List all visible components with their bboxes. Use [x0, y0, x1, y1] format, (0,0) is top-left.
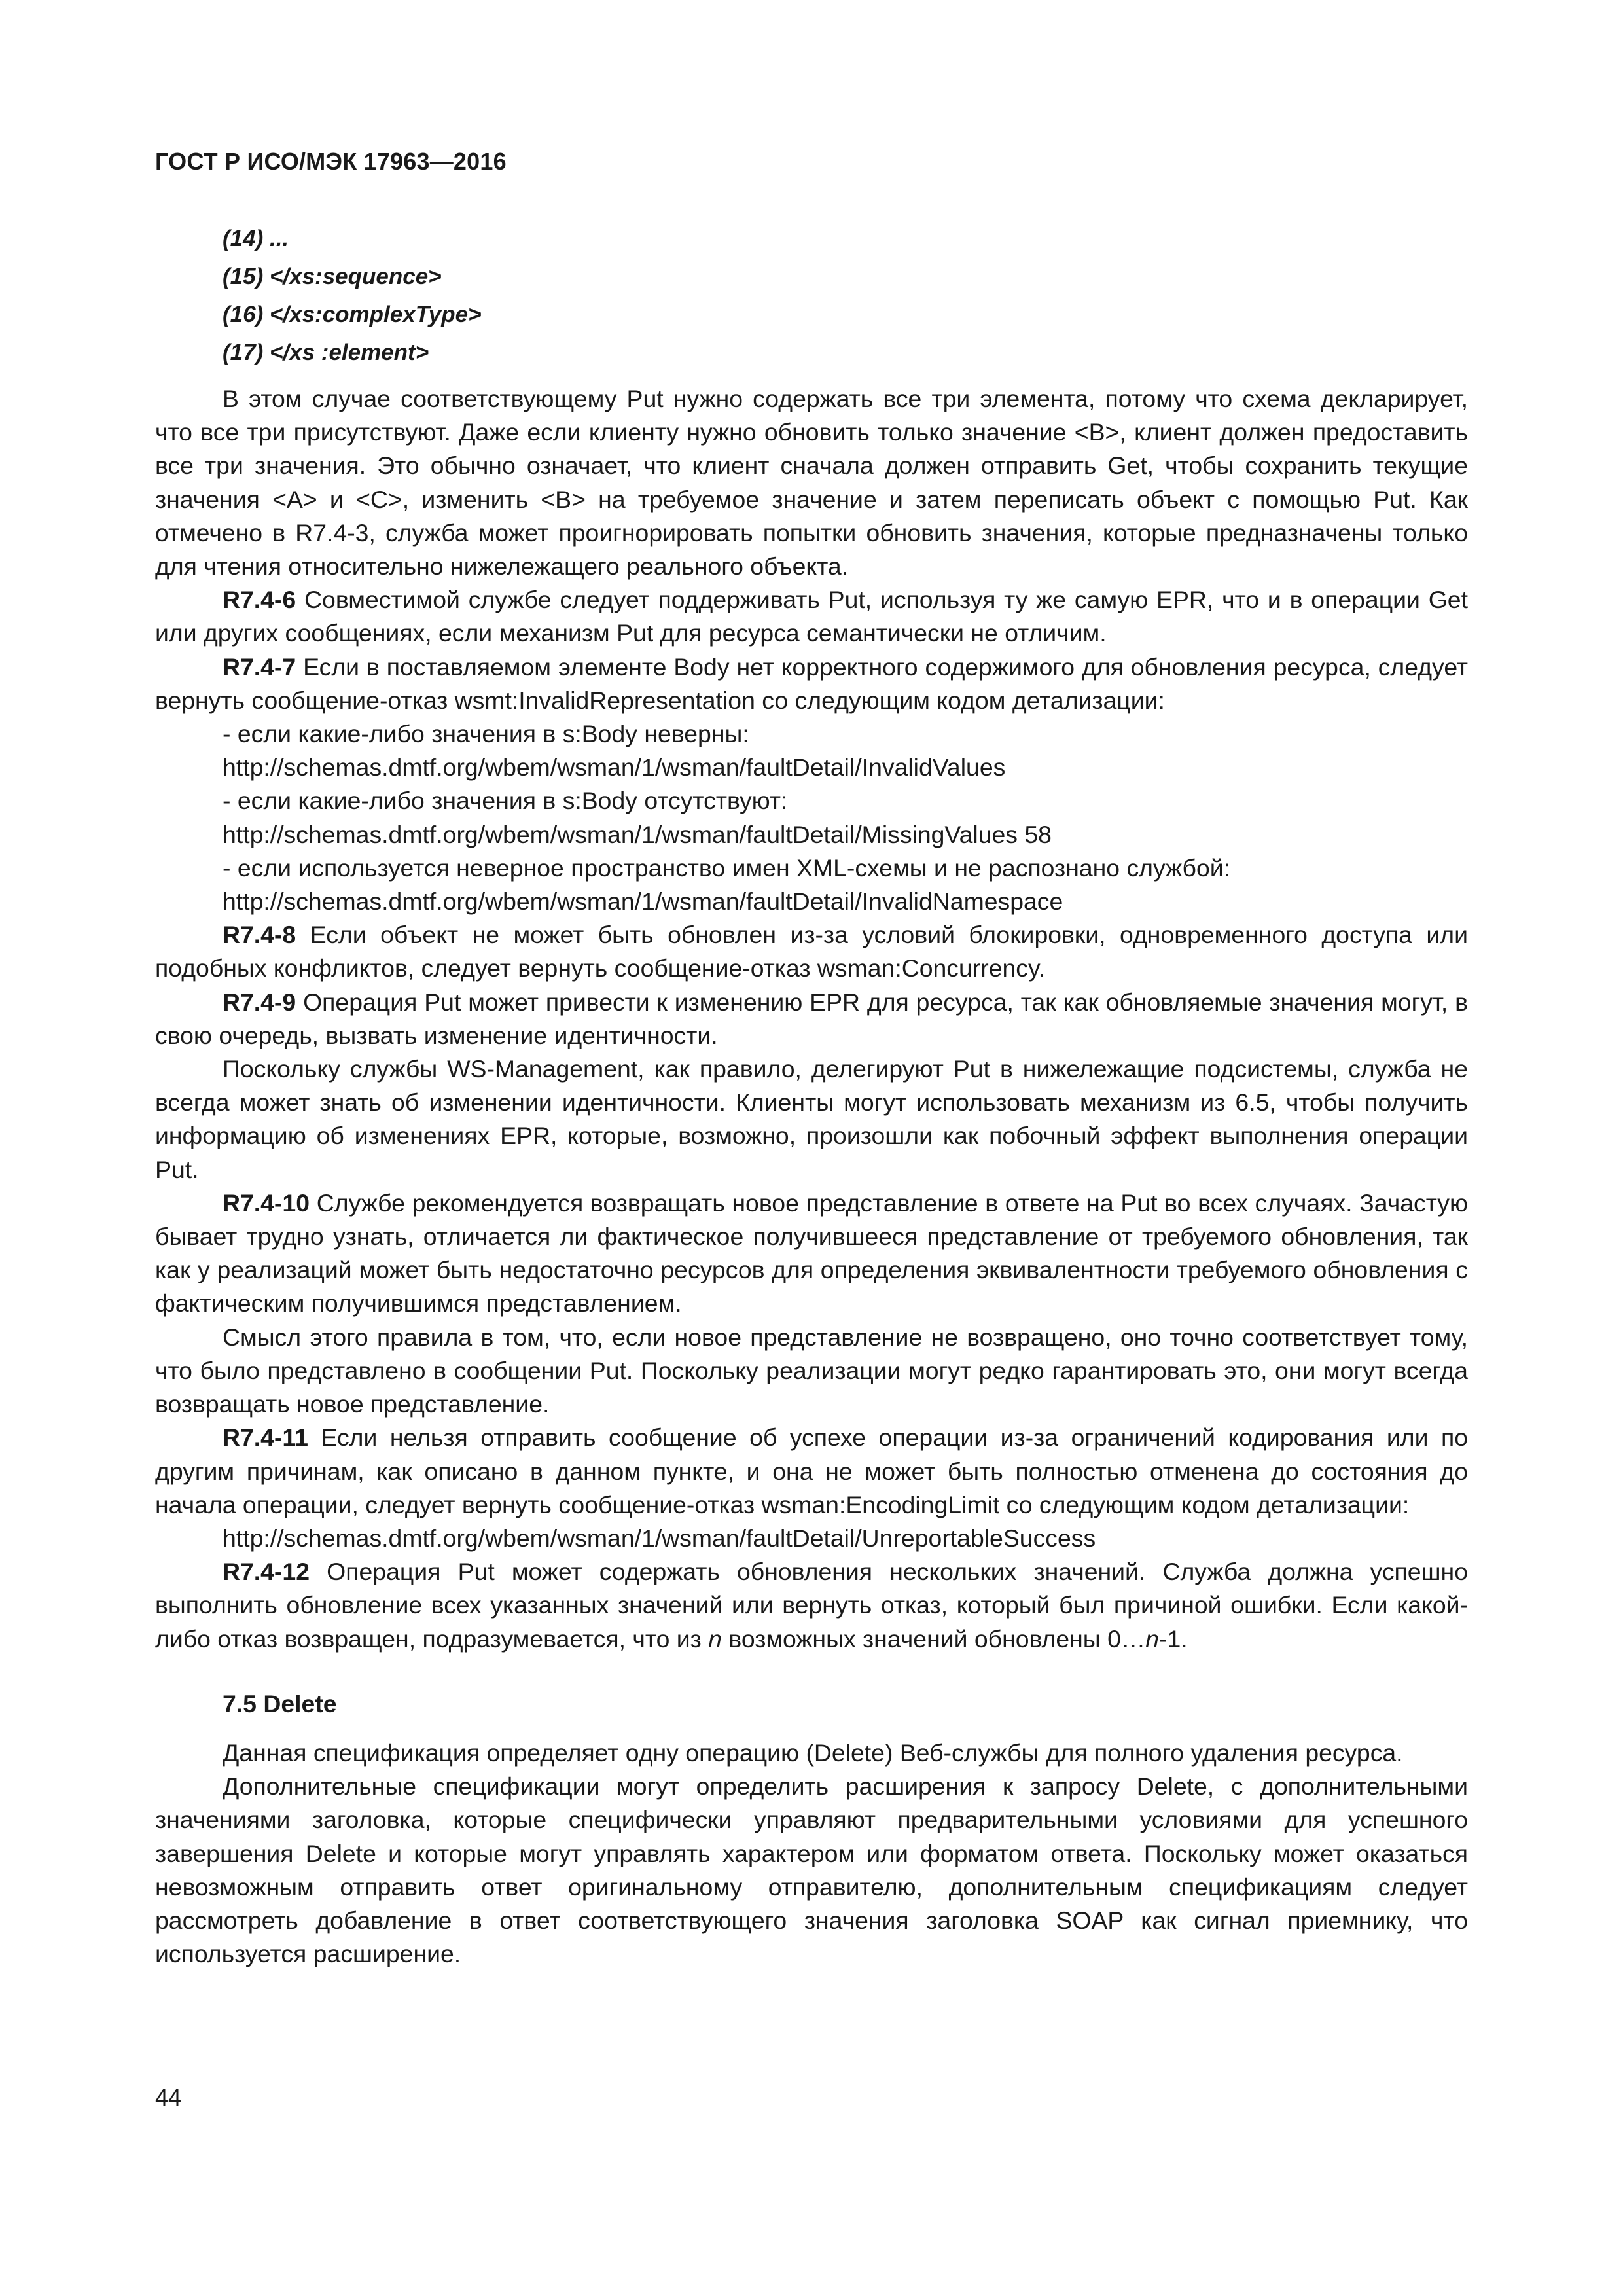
- requirement-text: Операция Put может привести к изменению EPR для ресурса, так как обновляемые значения могут, в свою очередь, вызвать изменение идентичности.: [155, 988, 1468, 1049]
- section-heading: 7.5 Delete: [223, 1689, 337, 1717]
- italic-variable: n: [708, 1624, 722, 1653]
- page-number: 44: [155, 2084, 182, 2111]
- requirement-r7-4-11: [155, 1421, 1468, 1522]
- code-listing: [223, 220, 482, 372]
- requirement-text: Совместимой службе следует поддерживать Put, используя ту же самую EPR, что и в операции Get или других сообщениях, если механизм Put для ресурса семантически не отличим.: [155, 586, 1468, 647]
- requirement-text: Операция Put может содержать обновления нескольких значений. Служба должна успешно выполнить обновление всех указанных значений или вернуть отказ, который был причиной ошибки. Если какой-либо отказ возвращен, подразумевается, что из: [155, 1558, 1468, 1653]
- fault-detail-url: http://schemas.dmtf.org/wbem/wsman/1/wsman/faultDetail/InvalidValues: [223, 753, 1006, 781]
- requirement-label: R7.4-12: [223, 1558, 310, 1586]
- list-item: - если какие-либо значения в s:Body отсутствуют:: [223, 787, 788, 815]
- requirement-label: R7.4-6: [223, 586, 296, 614]
- italic-variable: n: [1145, 1624, 1160, 1653]
- paragraph: В этом случае соответствующему Put нужно содержать все три элемента, потому что схема декларирует, что все три присутствуют. Даже если клиенту нужно обновить только значение <B>, клиент должен предоставить все три значения. Это обычно означает, что клиент сначала должен отправить Get, чтобы сохранить текущие значения <A> и <C>, изменить <B> на требуемое значение и затем переписать объект с помощью Put. Как отмечено в R7.4-3, служба может проигнорировать попытки обновить значения, которые предназначены только для чтения относительно нижележащего реального объекта.: [155, 385, 1468, 581]
- requirement-text: Если нельзя отправить сообщение об успехе операции из-за ограничений кодирования или по другим причинам, как описано в данном пункте, и она не может быть полностью отменена до состояния до начала операции, следует вернуть сообщение-отказ wsman:EncodingLimit со следующим кодом детализации:: [155, 1424, 1468, 1518]
- list-item: - если какие-либо значения в s:Body неверны:: [223, 720, 749, 748]
- requirement-text: -1.: [1159, 1624, 1188, 1653]
- requirement-label: R7.4-9: [223, 988, 296, 1016]
- requirement-r7-4-7: [155, 651, 1468, 717]
- paragraph: Данная спецификация определяет одну операцию (Delete) Веб-службы для полного удаления ресурса.: [223, 1738, 1403, 1767]
- requirement-text: возможных значений обновлены 0…: [721, 1624, 1146, 1653]
- paragraph: Дополнительные спецификации могут определить расширения к запросу Delete, с дополнительными значениями заголовка, которые специфически управляют предварительными условиями для успешного завершения Delete и которые могут управлять характером или форматом ответа. Поскольку может оказаться невозможным отправить ответ оригинальному отправителю, дополнительным спецификациям следует рассмотреть добавление в ответ соответствующего значения заголовка SOAP как сигнал приемнику, что используется расширение.: [155, 1772, 1468, 1968]
- requirement-text: Если объект не может быть обновлен из-за условий блокировки, одновременного доступа или подобных конфликтов, следует вернуть сообщение-отказ wsman:Concurrency.: [155, 921, 1468, 982]
- code-line: (17) </xs :element>: [223, 340, 429, 365]
- requirement-label: R7.4-8: [223, 921, 296, 949]
- requirement-r7-4-12: [155, 1555, 1468, 1656]
- requirement-text: Службе рекомендуется возвращать новое представление в ответе на Put во всех случаях. Зачастую бывает трудно узнать, отличается ли фактическое получившееся представление от требуемого обновления, так как у реализаций может быть недостаточно ресурсов для определения эквивалентности требуемого обновления с фактическим получившимся представлением.: [155, 1189, 1468, 1318]
- document-header: ГОСТ Р ИСО/МЭК 17963—2016: [155, 148, 507, 175]
- main-content: [155, 382, 1468, 1971]
- requirement-r7-4-8: [155, 918, 1468, 985]
- code-line: (15) </xs:sequence>: [223, 264, 442, 289]
- paragraph: Поскольку службы WS-Management, как правило, делегируют Put в нижележащие подсистемы, служба не всегда может знать об изменении идентичности. Клиенты могут использовать механизм из 6.5, чтобы получить информацию об изменениях EPR, которые, возможно, произошли как побочный эффект выполнения операции Put.: [155, 1055, 1468, 1183]
- list-item: - если используется неверное пространство имен XML-схемы и не распознано службой:: [223, 853, 1231, 882]
- requirement-r7-4-9: [155, 986, 1468, 1052]
- fault-detail-url: http://schemas.dmtf.org/wbem/wsman/1/wsman/faultDetail/InvalidNamespace: [223, 888, 1063, 916]
- requirement-label: R7.4-7: [223, 653, 296, 681]
- requirement-r7-4-10: [155, 1187, 1468, 1321]
- fault-detail-url: http://schemas.dmtf.org/wbem/wsman/1/wsman/faultDetail/MissingValues 58: [223, 820, 1052, 848]
- paragraph: Смысл этого правила в том, что, если новое представление не возвращено, оно точно соответствует тому, что было представлено в сообщении Put. Поскольку реализации могут редко гарантировать это, они могут всегда возвращать новое представление.: [155, 1323, 1468, 1418]
- requirement-text: Если в поставляемом элементе Body нет корректного содержимого для обновления ресурса, следует вернуть сообщение-отказ wsmt:InvalidRepresentation со следующим кодом детализации:: [155, 653, 1468, 714]
- requirement-label: R7.4-11: [223, 1424, 308, 1452]
- code-line: (16) </xs:complexType>: [223, 302, 482, 327]
- requirement-label: R7.4-10: [223, 1189, 310, 1217]
- fault-detail-url: http://schemas.dmtf.org/wbem/wsman/1/wsman/faultDetail/UnreportableSuccess: [223, 1524, 1096, 1552]
- requirement-r7-4-6: [155, 583, 1468, 650]
- code-line: (14) ...: [223, 226, 289, 251]
